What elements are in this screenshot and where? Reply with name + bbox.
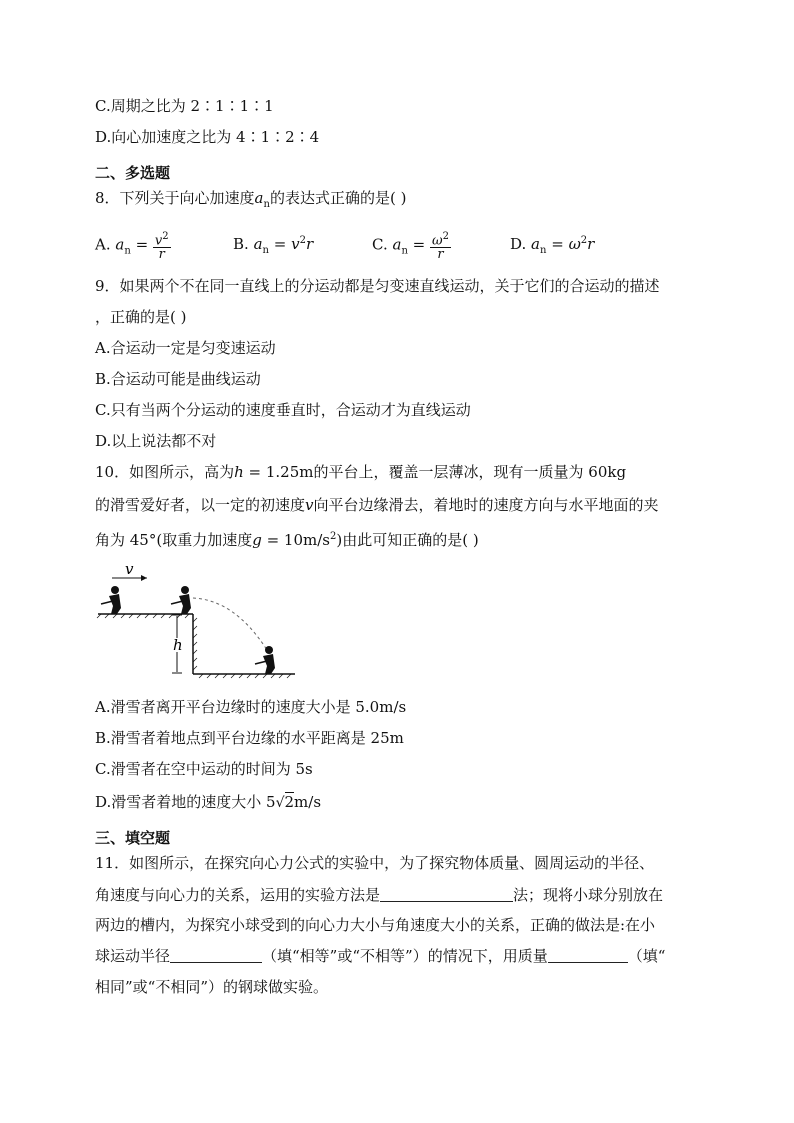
q8-a-eq: = — [130, 235, 153, 254]
q8-a-var: a — [115, 235, 125, 254]
q8-a-sub: n — [124, 245, 131, 257]
q8-c-eq: = — [407, 235, 431, 254]
q8-sub-n: n — [263, 199, 270, 210]
q8-option-c — [372, 230, 451, 263]
question-9-stem-2: ，正确的是( ) — [95, 308, 187, 326]
q10-optD-root: 2 — [284, 793, 295, 811]
q8-c-var: a — [392, 235, 402, 254]
q10-g-var: g — [252, 531, 262, 549]
q8-d-r: r — [587, 235, 595, 253]
q10-option-a: A.滑雪者离开平台边缘时的速度大小是 5.0m/s — [95, 698, 407, 716]
q11-line2-pre: 角速度与向心力的关系，运用的实验方法是 — [95, 886, 381, 904]
q10-optD-pre: D.滑雪者着地的速度大小 5 — [95, 793, 276, 811]
option-d-prev: D.向心加速度之比为 4∶1∶2∶4 — [95, 128, 320, 146]
q8-a-num-sq: 2 — [162, 231, 169, 242]
q8-c-sub: n — [401, 245, 408, 257]
q10-v-var: v — [305, 496, 314, 514]
q9-option-a: A.合运动一定是匀变速运动 — [95, 339, 276, 357]
q11-line4-post: （填“ — [627, 947, 666, 965]
q11-line2-post: 法；现将小球分别放在 — [513, 886, 664, 904]
blank-radius[interactable] — [170, 946, 262, 963]
blank-mass[interactable] — [548, 946, 628, 963]
q11-line4-pre: 球运动半径 — [95, 947, 171, 965]
q8-b-v: v — [291, 235, 300, 253]
q10-stem2-pre: 的滑雪爱好者，以一定的初速度 — [95, 496, 306, 514]
q8-b-var: a — [253, 235, 263, 253]
q10-stem3-post: )由此可知正确的是( ) — [336, 531, 479, 549]
q10-g-sup: 2 — [330, 531, 337, 542]
trajectory-path — [193, 598, 267, 650]
q8-b-eq: = — [268, 235, 292, 253]
q8-d-sub: n — [540, 245, 547, 256]
blank-method[interactable] — [380, 885, 513, 902]
q8-d-eq: = — [546, 235, 569, 253]
q8-a-fraction — [153, 230, 171, 261]
q8-option-d — [510, 230, 594, 262]
q8-option-b-label: B. — [233, 235, 249, 253]
skier-landed-icon — [255, 646, 275, 674]
question-8-stem — [95, 188, 406, 215]
question-11-line-4 — [95, 946, 665, 966]
q8-b-sub: n — [262, 245, 269, 256]
question-11-line-3: 两边的槽内，为探究小球受到的向心力大小与角速度大小的关系，正确的做法是:在小 — [95, 916, 656, 934]
question-11-line-1: 11．如图所示，在探究向心力公式的实验中，为了探究物体质量、圆周运动的半径、 — [95, 854, 655, 872]
q10-h-var: h — [234, 463, 244, 481]
q8-c-fraction — [430, 230, 451, 261]
q10-option-b: B.滑雪者着地点到平台边缘的水平距离是 25m — [95, 729, 404, 747]
q11-line4-mid: （填“相等”或“不相等”）的情况下，用质量 — [262, 947, 548, 965]
q8-a-den-r: r — [158, 247, 165, 263]
q8-stem-post: 的表达式正确的是( ) — [269, 189, 407, 207]
skier-platform-figure — [95, 558, 295, 680]
platform-hatch — [97, 614, 291, 678]
question-11-line-2 — [95, 885, 663, 905]
arrow-head-icon — [141, 575, 147, 581]
option-c-prev: C.周期之比为 2∶1∶1∶1 — [95, 97, 274, 115]
skier-icon — [101, 586, 121, 614]
figure-h-label: h — [173, 636, 183, 654]
q10-option-c: C.滑雪者在空中运动的时间为 5s — [95, 760, 313, 778]
q10-option-d — [95, 792, 321, 813]
q8-c-den-r: r — [437, 247, 444, 263]
q8-option-a-label: A. — [95, 235, 111, 254]
q8-d-var: a — [531, 235, 540, 253]
question-10-stem-3 — [95, 527, 479, 550]
q8-stem-pre: 8．下列关于向心加速度 — [95, 189, 255, 207]
q10-stem1-post: 的平台上，覆盖一层薄冰，现有一质量为 60kg — [313, 463, 627, 481]
q8-d-sq: 2 — [580, 235, 588, 246]
q10-h-value: = 1.25m — [243, 463, 314, 481]
q9-option-d: D.以上说法都不对 — [95, 432, 217, 450]
question-10-stem-2 — [95, 495, 659, 515]
q8-option-d-label: D. — [510, 235, 527, 253]
q9-option-b: B.合运动可能是曲线运动 — [95, 370, 261, 388]
q10-stem2-post: 向平台边缘滑去，着地时的速度方向与水平地面的夹 — [313, 496, 659, 514]
q8-var-a: a — [254, 189, 264, 207]
q10-g-value: = 10m/s — [261, 531, 330, 549]
question-11-line-5: 相同”或“不相同”）的钢球做实验。 — [95, 978, 329, 996]
q10-stem3-pre: 角为 45°(取重力加速度 — [95, 531, 253, 549]
skier-at-edge-icon — [171, 586, 191, 614]
section-title-multi: 二、多选题 — [95, 164, 171, 182]
q9-option-c: C.只有当两个分运动的速度垂直时，合运动才为直线运动 — [95, 401, 471, 419]
q8-b-r: r — [305, 235, 314, 253]
q8-option-c-label: C. — [372, 235, 388, 254]
q8-b-sq: 2 — [299, 235, 306, 246]
q8-c-num-omega: ω — [432, 233, 443, 249]
q8-a-num-v: v — [154, 233, 163, 249]
sqrt-icon: √ — [275, 795, 285, 811]
figure-v-label: v — [125, 560, 134, 578]
question-10-stem-1 — [95, 462, 626, 482]
section-title-fill: 三、填空题 — [95, 829, 171, 847]
q10-stem1-pre: 10．如图所示，高为 — [95, 463, 235, 481]
q8-option-a — [95, 230, 171, 263]
q8-d-omega: ω — [568, 235, 581, 253]
q8-option-b — [233, 230, 313, 262]
q10-optD-unit: m/s — [294, 793, 322, 811]
q8-c-num-sq: 2 — [442, 231, 449, 242]
question-9-stem-1: 9．如果两个不在同一直线上的分运动都是匀变速直线运动，关于它们的合运动的描述 — [95, 277, 660, 295]
